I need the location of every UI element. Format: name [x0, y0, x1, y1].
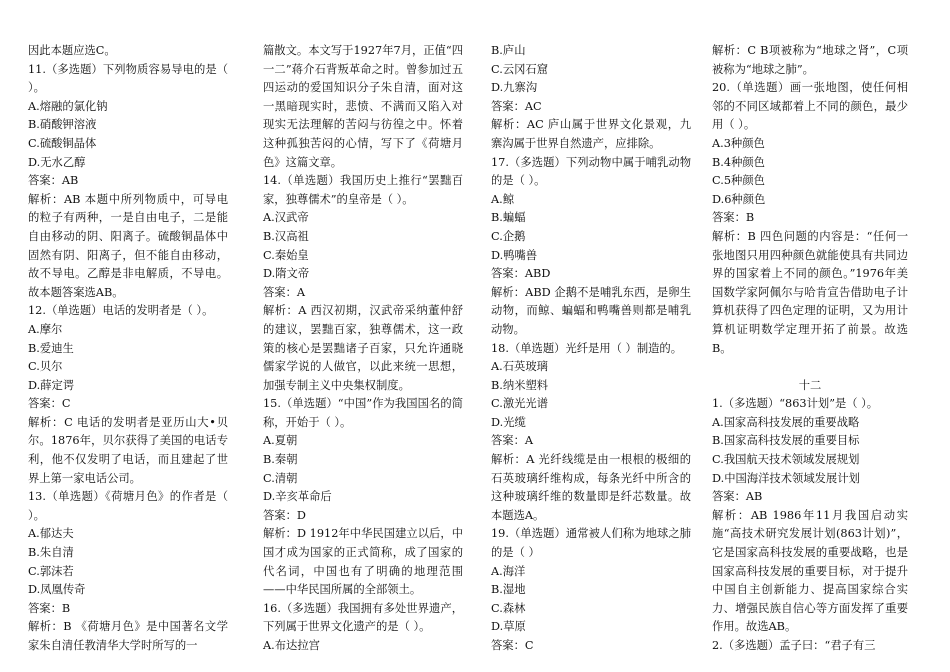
question-text: 13.（单选题）《荷塘月色》的作者是（ ）。 [28, 490, 228, 522]
option-text: C.云冈石窟 [491, 62, 549, 76]
option-text: D.凤凰传奇 [28, 583, 86, 597]
option-text: C.秦始皇 [263, 248, 309, 262]
option-text: D.九寨沟 [491, 81, 538, 95]
option-text: C.郭沫若 [28, 564, 74, 578]
option-text: D.光缆 [491, 415, 526, 429]
option-text: B.硝酸钾溶液 [28, 118, 97, 132]
option-text: B.纳米塑料 [491, 378, 549, 392]
answer-text: 答案：ABD [491, 267, 551, 281]
explanation-text: 解析：B 《荷塘月色》是中国著名文学家朱自清任教清华大学时所写的一 [28, 620, 228, 652]
option-text: A.国家高科技发展的重要战略 [712, 415, 860, 429]
option-text: A.海洋 [491, 564, 526, 578]
explanation-text: 篇散文。本文写于1927年7月，正值“四一二”蒋介石背叛革命之时。曾参加过五四运动的爱国知识分子朱自清，面对这一黑暗现实时，悲愤、不满而又陷入对现实无法理解的苦闷与彷徨之中。怀着这种孤独苦闷的心情，写下了《荷塘月色》这篇文章。 [263, 44, 463, 169]
option-text: A.摩尔 [28, 322, 63, 336]
option-text: D.薛定谔 [28, 378, 75, 392]
text-column-1 [28, 42, 228, 656]
question-text: 20.（单选题）画一张地图，使任何相邻的不同区域都着上不同的颜色，最少用（ ）。 [712, 81, 908, 132]
answer-text: 答案：B [712, 211, 755, 225]
text-column-2 [263, 42, 463, 656]
question-text: 16.（多选题）我国拥有多处世界遗产，下列属于世界文化遗产的是（ ）。 [263, 601, 463, 634]
explanation-text: 解析：C B项被称为“地球之肾”，C项被称为“地球之肺”。 [712, 44, 908, 76]
explanation-text: 解析：AB 本题中所列物质中，可导电的粒子有两种，一是自由电子，二是能自由移动的阴、阳离子。硫酸铜晶体中固然有阴、阳离子，但不能自由移动，故不导电。乙醇是非电解质，不导电。故本题答案选AB。 [28, 192, 228, 299]
option-text: C.激光光谱 [491, 397, 549, 411]
option-text: A.布达拉宫 [263, 639, 320, 652]
question-text: 17.（多选题）下列动物中属于哺乳动物的是（ ）。 [491, 155, 691, 188]
question-text: 14.（单选题）我国历史上推行“罢黜百家，独尊儒术”的皇帝是（ ）。 [263, 174, 463, 206]
option-text: A.夏朝 [263, 434, 298, 448]
explanation-text: 解析：C 电话的发明者是亚历山大•贝尔。1876年，贝尔获得了美国的电话专利，他不仅发明了电话，而且建起了世界上第一家电话公司。 [28, 415, 228, 485]
option-text: B.爱迪生 [28, 341, 74, 355]
option-text: C.贝尔 [28, 360, 63, 374]
option-text: B.国家高科技发展的重要目标 [712, 434, 860, 448]
option-text: D.辛亥革命后 [263, 490, 332, 504]
option-text: B.秦朝 [263, 453, 298, 467]
option-text: B.朱自清 [28, 546, 74, 560]
answer-text: 答案：B [28, 601, 71, 615]
option-text: B.湿地 [491, 583, 526, 597]
section-heading: 十二 [798, 378, 822, 392]
question-text: 12.（单选题）电话的发明者是（ ）。 [28, 304, 214, 318]
option-text: B.4种颜色 [712, 155, 765, 169]
option-text: D.鸭嘴兽 [491, 248, 538, 262]
option-text: D.草原 [491, 620, 526, 634]
explanation-text: 解析：A 西汉初期，汉武帝采纳董仲舒的建议，罢黜百家，独尊儒术，这一政策的核心是罢黜诸子百家，只允许通晓儒家学说的人做官，以此来统一思想，加强专制主义中央集权制度。 [263, 304, 463, 392]
explanation-text: 解析：D 1912年中华民国建立以后，中国才成为国家的正式简称，成了国家的代名词，中国也有了明确的地理范围——中华民国所属的全部领土。 [263, 527, 463, 597]
answer-text: 答案：A [491, 434, 534, 448]
explanation-text: 解析：AC 庐山属于世界文化景观，九寨沟属于世界自然遗产，应排除。 [491, 118, 691, 150]
option-text: A.熔融的氯化钠 [28, 99, 108, 113]
option-text: A.石英玻璃 [491, 360, 548, 374]
option-text: B.汉高祖 [263, 229, 309, 243]
option-text: C.清朝 [263, 471, 298, 485]
option-text: B.蝙蝠 [491, 211, 526, 225]
option-text: B.庐山 [491, 44, 526, 57]
explanation-text: 解析：A 光纤线缆是由一根根的极细的石英玻璃纤维构成，每条光纤中所含的这种玻璃纤维的数量即是纤芯数量。故本题选A。 [491, 453, 691, 522]
explanation-text: 解析：AB 1986年11月我国启动实施“高技术研究发展计划(863计划)”，它是国家高科技发展的重要战略，也是国家高科技发展的重要目标，对于提升中国自主创新能力、提高国家综合实力、增强民族自信心等方面发挥了重要作用。故选AB。 [712, 508, 908, 634]
option-text: C.企鹅 [491, 229, 526, 243]
option-text: D.中国海洋技术领域发展计划 [712, 471, 860, 485]
option-text: D.隋文帝 [263, 267, 310, 281]
option-text: D.6种颜色 [712, 192, 766, 206]
answer-text: 答案：AB [712, 490, 763, 504]
option-text: A.鲸 [491, 192, 515, 206]
question-text: 15.（单选题）“中国”作为我国国名的简称，开始于（ ）。 [263, 397, 463, 429]
explanation-text: 因此本题应选C。 [28, 44, 116, 57]
question-text: 1.（多选题）“863计划”是（ ）。 [712, 397, 879, 411]
option-text: A.汉武帝 [263, 211, 309, 225]
option-text: A.3种颜色 [712, 136, 765, 150]
answer-text: 答案：AB [28, 174, 79, 188]
text-column-3 [491, 42, 691, 656]
text-column-4 [712, 42, 908, 656]
question-text: 2.（多选题）孟子曰：“君子有三 [712, 639, 876, 652]
answer-text: 答案：A [263, 285, 306, 299]
option-text: A.郁达夫 [28, 527, 74, 541]
question-text: 11.（多选题）下列物质容易导电的是（ ）。 [28, 62, 228, 95]
option-text: D.无水乙醇 [28, 155, 86, 169]
explanation-text: 解析：ABD 企鹅不是哺乳东西，是卵生动物，而鲸、蝙蝠和鸭嘴兽则都是哺乳动物。 [491, 285, 691, 336]
question-text: 18.（单选题）光纤是用（ ）制造的。 [491, 341, 683, 355]
option-text: C.森林 [491, 601, 526, 615]
blank-line [712, 358, 908, 377]
answer-text: 答案：AC [491, 99, 542, 113]
option-text: C.硫酸铜晶体 [28, 136, 97, 150]
option-text: C.我国航天技术领域发展规划 [712, 453, 860, 467]
answer-text: 答案：D [263, 508, 306, 522]
answer-text: 答案：C [28, 397, 71, 411]
option-text: C.5种颜色 [712, 174, 765, 188]
question-text: 19.（单选题）通常被人们称为地球之肺的是（ ） [491, 527, 691, 560]
answer-text: 答案：C [491, 639, 534, 652]
explanation-text: 解析：B 四色问题的内容是：“任何一张地图只用四种颜色就能使具有共同边界的国家着上不同的颜色。”1976年美国数学家阿佩尔与哈肯宣告借助电子计算机获得了四色定理的证明，又为用计算机证明数学定理开拓了前景。故选B。 [712, 229, 908, 355]
